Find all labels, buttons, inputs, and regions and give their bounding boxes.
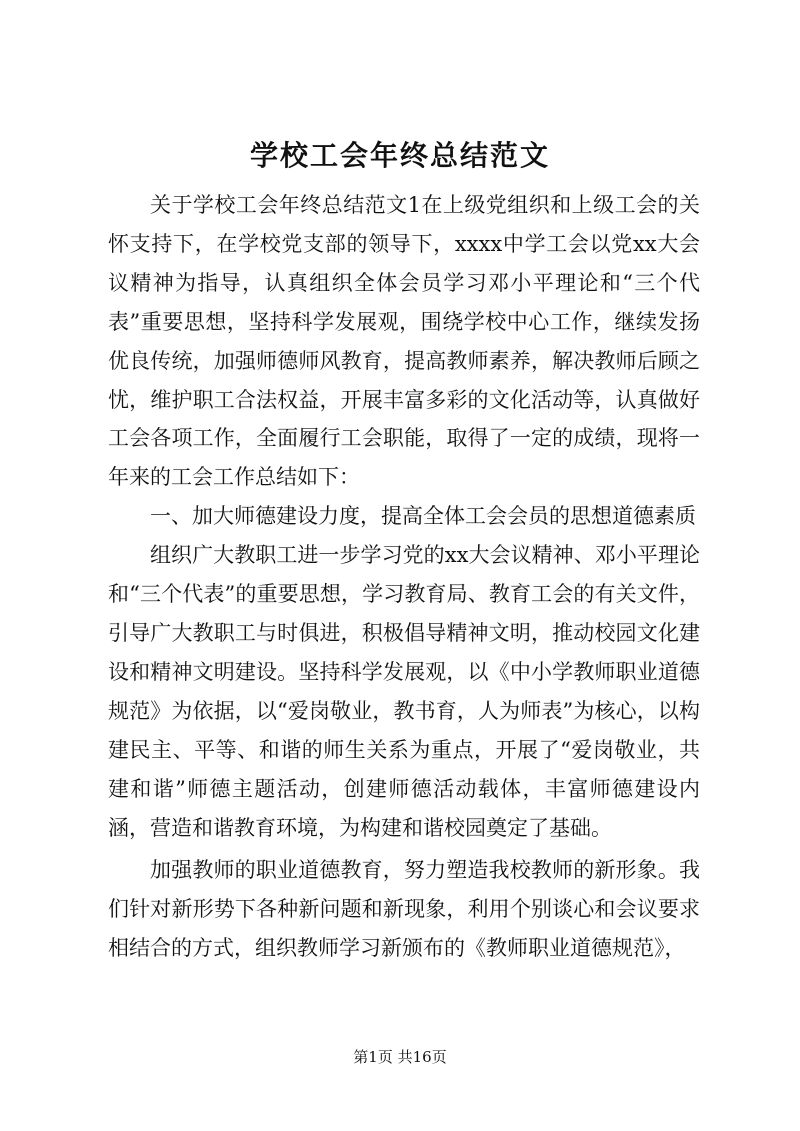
paragraph-ethics-education: 加强教师的职业道德教育，努力塑造我校教师的新形象。我们针对新形势下各种新问题和新现象，利用个别谈心和会议要求相结合的方式，组织教师学习新颁布的《教师职业道德规范》， bbox=[108, 858, 700, 961]
section-heading-1: 一、加大师德建设力度，提高全体工会会员的思想道德素质 bbox=[150, 504, 696, 529]
paragraph-section-1: 组织广大教职工进一步学习党的xx大会议精神、邓小平理论和“三个代表”的重要思想，学习教育局、教育工会的有关文件，引导广大教职工与时俱进，积极倡导精神文明，推动校园文化建设和精神文明建设。坚持科学发展观，以《中小学教师职业道德规范》为依据，以“爱岗敬业，教书育，人为师表”为核心，以构建民主、平等、和谐的师生关系为重点，开展了“爱岗敬业，共建和谐”师德主题活动，创建师德活动载体，丰富师德建设内涵，营造和谐教育环境，为构建和谐校园奠定了基础。 bbox=[108, 543, 700, 840]
document-title: 学校工会年终总结范文 bbox=[249, 139, 550, 172]
page-number-footer: 第1页 共16页 bbox=[353, 1048, 447, 1066]
paragraph-intro: 关于学校工会年终总结范文1在上级党组织和上级工会的关怀支持下，在学校党支部的领导下，xxxx中学工会以党xx大会议精神为指导，认真组织全体会员学习邓小平理论和“三个代表”重要思想，坚持科学发展观，围绕学校中心工作，继续发扬优良传统，加强师德师风教育，提高教师素养，解决教师后顾之忧，维护职工合法权益，开展丰富多彩的文化活动等，认真做好工会各项工作，全面履行工会职能，取得了一定的成绩，现将一年来的工会工作总结如下： bbox=[108, 193, 700, 490]
document-body bbox=[108, 186, 700, 968]
